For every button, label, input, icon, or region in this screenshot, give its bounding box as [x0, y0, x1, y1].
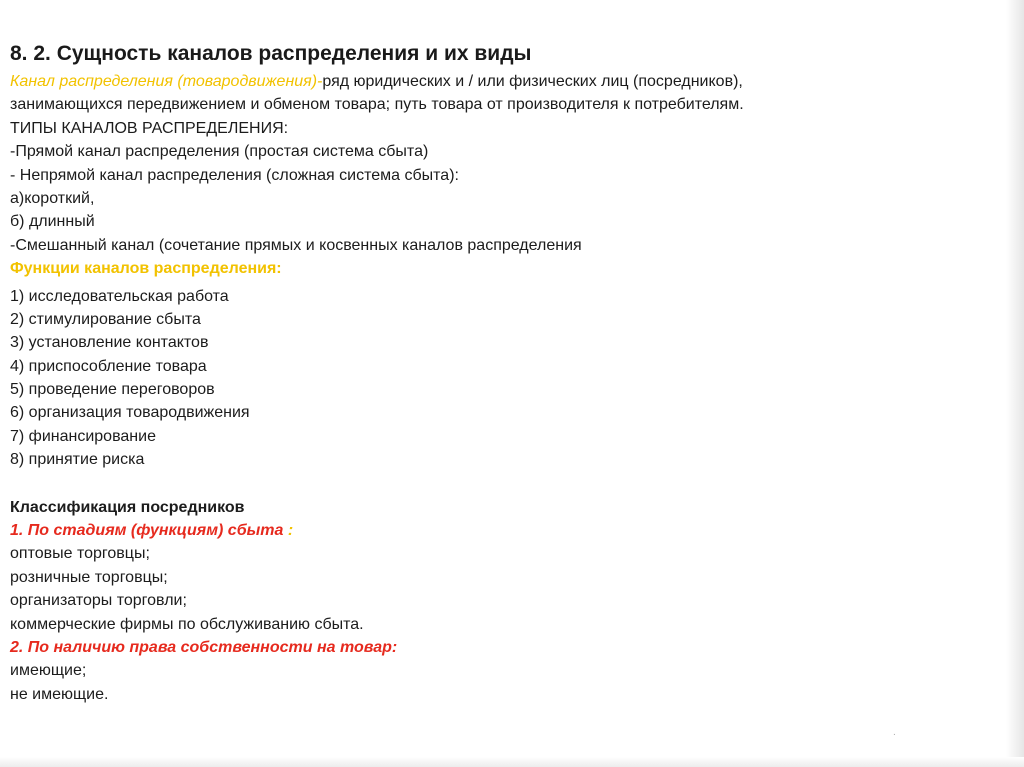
list-item: организаторы торговли;: [10, 592, 187, 610]
functions-list: [10, 285, 1000, 472]
definition-term: Канал распределения (товародвижения)-: [10, 73, 323, 90]
page-shadow-bottom: [0, 757, 1024, 767]
list-item: розничные торговцы;: [10, 568, 168, 586]
page-title: 8. 2. Сущность каналов распределения и их виды: [10, 42, 532, 65]
footer-mark: .: [893, 727, 896, 738]
definition-line-2: занимающихся передвижением и обменом товара; путь товара от производителя к потребителям.: [10, 96, 744, 114]
page-shadow-right: [1006, 0, 1024, 767]
list-item: 5) проведение переговоров: [10, 381, 215, 399]
list-item: 7) финансирование: [10, 427, 156, 445]
type-indirect-short: а)короткий,: [10, 189, 95, 207]
list-item: имеющие;: [10, 662, 87, 680]
type-direct: -Прямой канал распределения (простая система сбыта): [10, 143, 429, 161]
list-item: 8) принятие риска: [10, 451, 145, 469]
by-ownership-heading: 2. По наличию права собственности на товар:: [10, 638, 398, 656]
list-item: 4) приспособление товара: [10, 357, 207, 375]
list-item: оптовые торговцы;: [10, 545, 150, 563]
type-indirect: - Непрямой канал распределения (сложная система сбыта):: [10, 166, 459, 184]
by-stage-list: [10, 542, 1000, 636]
list-item: коммерческие фирмы по обслуживанию сбыта.: [10, 615, 364, 633]
by-ownership-list: [10, 659, 1000, 706]
classification-heading: Классификация посредников: [10, 498, 245, 516]
list-item: 3) установление контактов: [10, 334, 209, 352]
type-indirect-long: б) длинный: [10, 213, 95, 231]
types-heading: ТИПЫ КАНАЛОВ РАСПРЕДЕЛЕНИЯ:: [10, 119, 289, 137]
type-mixed: -Смешанный канал (сочетание прямых и косвенных каналов распределения: [10, 236, 582, 254]
by-stage-heading-line: [10, 519, 1000, 542]
list-item: 6) организация товародвижения: [10, 404, 250, 422]
by-stage-heading: 1. По стадиям (функциям) сбыта: [10, 522, 284, 540]
list-item: 1) исследовательская работа: [10, 287, 229, 305]
functions-heading: Функции каналов распределения:: [10, 260, 282, 278]
definition-line-1: [10, 70, 1000, 93]
slide-content: [10, 38, 1000, 706]
definition-text-1: ряд юридических и / или физических лиц (посредников),: [322, 73, 743, 90]
by-stage-colon: :: [283, 522, 294, 540]
list-item: не имеющие.: [10, 685, 109, 703]
list-item: 2) стимулирование сбыта: [10, 310, 201, 328]
